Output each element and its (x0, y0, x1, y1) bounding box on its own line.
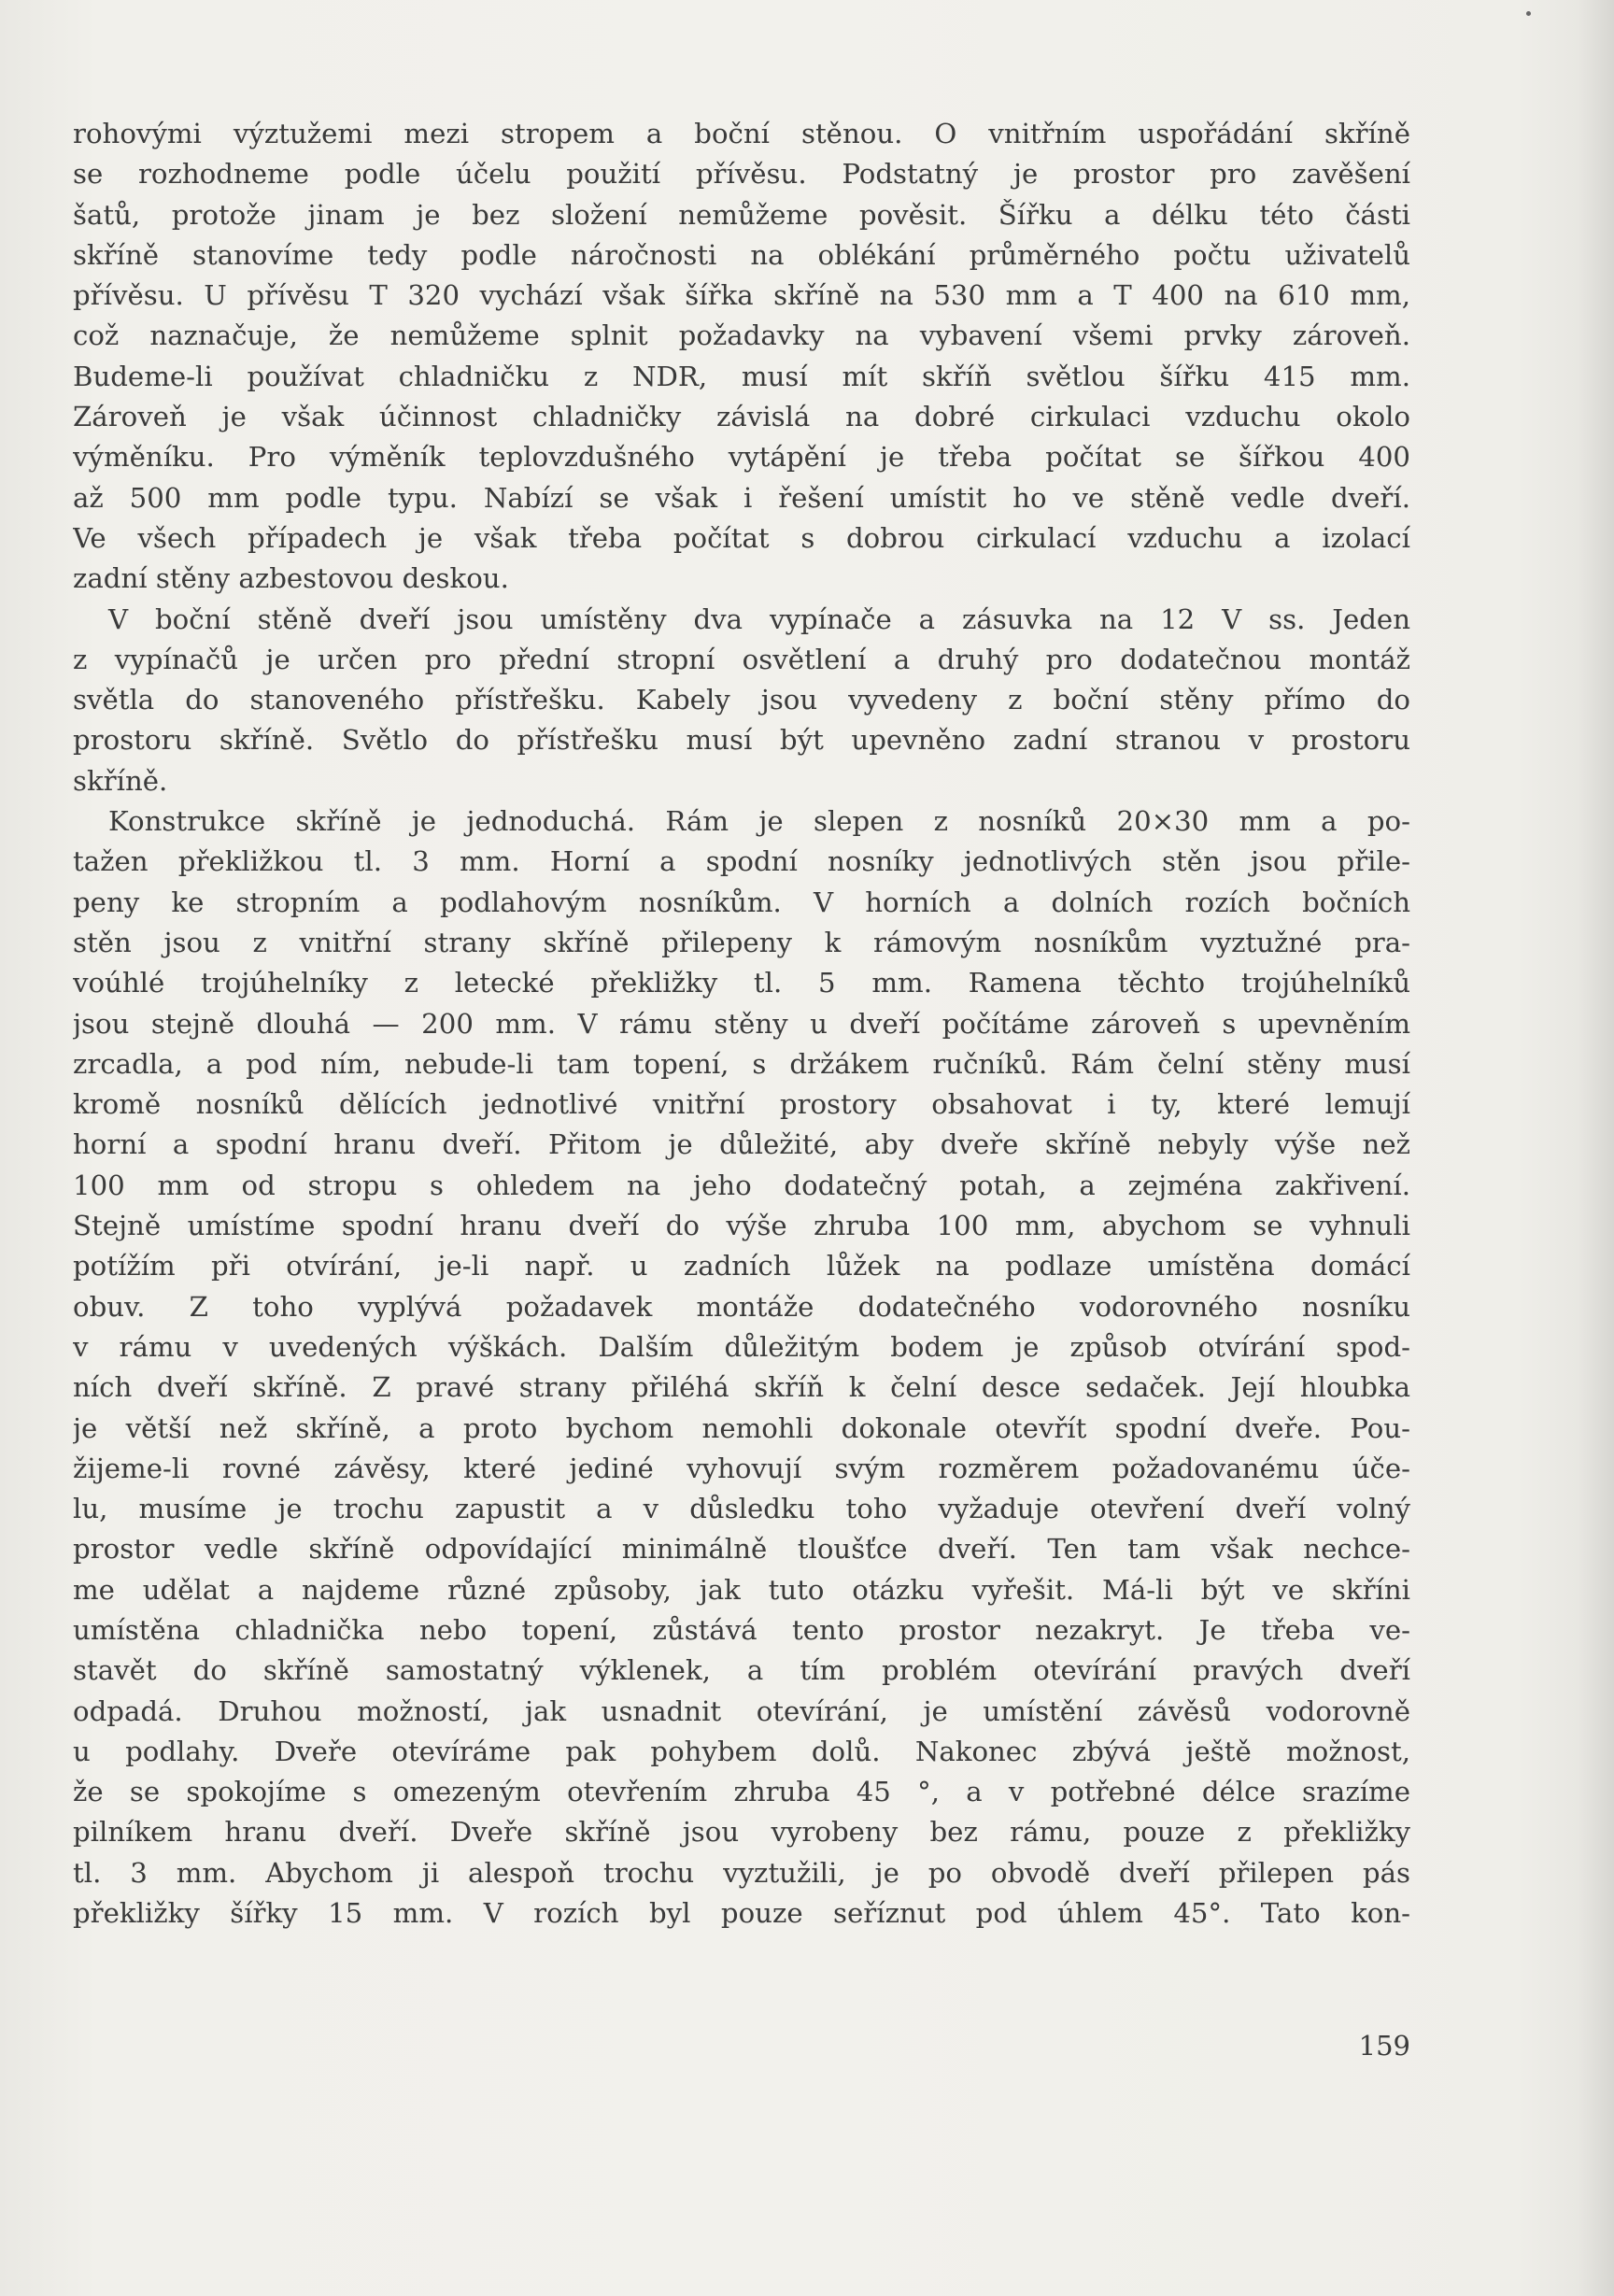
text-line: u podlahy. Dveře otevíráme pak pohybem dolů. Nakonec zbývá ještě možnost, (73, 1735, 1410, 1767)
text-line: obuv. Z toho vyplývá požadavek montáže dodatečného vodorovného nosníku (73, 1290, 1410, 1323)
text-line: ních dveří skříně. Z pravé strany přiléhá skříň k čelní desce sedaček. Její hloubka (73, 1371, 1410, 1404)
text-line: překližky šířky 15 mm. V rozích byl pouze seříznut pod úhlem 45°. Tato kon- (73, 1897, 1410, 1930)
text-line: rohovými výztužemi mezi stropem a boční stěnou. O vnitřním uspořádání skříně (73, 118, 1410, 149)
text-line: Ve všech případech je však třeba počítat s dobrou cirkulací vzduchu a izolací (73, 521, 1410, 554)
text-line: šatů, protože jinam je bez složení nemůžeme pověsit. Šířku a délku této části (73, 198, 1410, 231)
text-line: světla do stanoveného přístřešku. Kabely jsou vyvedeny z boční stěny přímo do (73, 684, 1410, 716)
text-line: Zároveň je však účinnost chladničky závislá na dobré cirkulaci vzduchu okolo (73, 401, 1410, 433)
text-line: že se spokojíme s omezeným otevřením zhruba 45 °, a v potřebné délce srazíme (73, 1776, 1410, 1808)
text-line: žijeme-li rovné závěsy, které jediné vyhovují svým rozměrem požadovanému úče- (73, 1452, 1410, 1484)
text-line: v rámu v uvedených výškách. Dalším důležitým bodem je způsob otvírání spod- (73, 1330, 1410, 1363)
page-number: 159 (1358, 2030, 1410, 2062)
text-line: potížím při otvírání, je-li např. u zadních lůžek na podlaze umístěna domácí (73, 1250, 1410, 1283)
text-line: se rozhodneme podle účelu použití přívěsu. Podstatný je prostor pro zavěšení (73, 158, 1410, 191)
text-line: skříně stanovíme tedy podle náročnosti na oblékání průměrného počtu uživatelů (73, 238, 1410, 271)
text-line: kromě nosníků dělících jednotlivé vnitřní prostory obsahovat i ty, které lemují (73, 1088, 1410, 1121)
text-line: prostor vedle skříně odpovídající minimálně tloušťce dveří. Ten tam však nechce- (73, 1533, 1410, 1566)
text-line: Stejně umístíme spodní hranu dveří do výše zhruba 100 mm, abychom se vyhnuli (73, 1210, 1410, 1242)
text-line: stěn jsou z vnitřní strany skříně přilepeny k rámovým nosníkům vyztužné pra- (73, 926, 1410, 958)
text-line: zrcadla, a pod ním, nebude-li tam topení, s držákem ručníků. Rám čelní stěny musí (73, 1047, 1410, 1080)
dust-speck (1526, 11, 1531, 16)
body-text (73, 114, 1410, 1934)
text-line: což naznačuje, že nemůžeme splnit požadavky na vybavení všemi prvky zároveň. (73, 319, 1410, 352)
text-line: lu, musíme je trochu zapustit a v důsledku toho vyžaduje otevření dveří volný (73, 1493, 1410, 1525)
text-line: odpadá. Druhou možností, jak usnadnit otevírání, je umístění závěsů vodorovně (73, 1694, 1410, 1727)
text-line: horní a spodní hranu dveří. Přitom je důležité, aby dveře skříně nebyly výše než (73, 1128, 1410, 1161)
text-line: Konstrukce skříně je jednoduchá. Rám je slepen z nosníků 20×30 mm a po- (108, 805, 1410, 838)
text-line: výměníku. Pro výměník teplovzdušného vytápění je třeba počítat se šířkou 400 (73, 441, 1410, 474)
text-line: je větší než skříně, a proto bychom nemohli dokonale otevřít spodní dveře. Pou- (73, 1411, 1410, 1444)
text-line: tažen překližkou tl. 3 mm. Horní a spodní nosníky jednotlivých stěn jsou přile- (73, 845, 1410, 878)
text-line: 100 mm od stropu s ohledem na jeho dodatečný potah, a zejména zakřivení. (73, 1169, 1410, 1201)
text-line: peny ke stropním a podlahovým nosníkům. V horních a dolních rozích bočních (73, 886, 1410, 918)
text-line: zadní stěny azbestovou deskou. (73, 562, 509, 595)
text-line: až 500 mm podle typu. Nabízí se však i řešení umístit ho ve stěně vedle dveří. (73, 481, 1410, 514)
text-line: z vypínačů je určen pro přední stropní osvětlení a druhý pro dodatečnou montáž (73, 643, 1410, 675)
text-line: me udělat a najdeme různé způsoby, jak tuto otázku vyřešit. Má-li být ve skříni (73, 1573, 1410, 1606)
text-line: skříně. (73, 764, 168, 797)
text-line: pilníkem hranu dveří. Dveře skříně jsou vyrobeny bez rámu, pouze z překližky (73, 1816, 1410, 1849)
text-line: tl. 3 mm. Abychom ji alespoň trochu vyztužili, je po obvodě dveří přilepen pás (73, 1856, 1410, 1889)
text-line: umístěna chladnička nebo topení, zůstává tento prostor nezakryt. Je třeba ve- (73, 1613, 1410, 1646)
text-line: prostoru skříně. Světlo do přístřešku musí být upevněno zadní stranou v prostoru (73, 724, 1410, 757)
text-line: Budeme-li používat chladničku z NDR, musí mít skříň světlou šířku 415 mm. (73, 360, 1410, 392)
text-line: přívěsu. U přívěsu T 320 vychází však šířka skříně na 530 mm a T 400 na 610 mm, (73, 279, 1410, 312)
page-edge-shadow (1577, 0, 1614, 2296)
text-line: voúhlé trojúhelníky z letecké překližky tl. 5 mm. Ramena těchto trojúhelníků (73, 967, 1410, 999)
text-line: V boční stěně dveří jsou umístěny dva vypínače a zásuvka na 12 V ss. Jeden (108, 602, 1410, 635)
text-line: jsou stejně dlouhá — 200 mm. V rámu stěny u dveří počítáme zároveň s upevněním (73, 1007, 1410, 1040)
text-line: stavět do skříně samostatný výklenek, a tím problém otevírání pravých dveří (73, 1654, 1410, 1687)
